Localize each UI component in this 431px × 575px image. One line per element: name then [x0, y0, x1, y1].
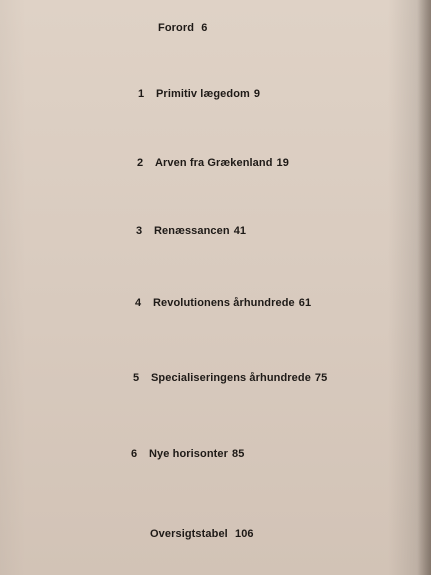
- toc-title: Oversigtstabel: [150, 528, 228, 540]
- toc-chapter-number: 6: [131, 448, 138, 460]
- toc-entry-chapter-5: [133, 371, 327, 385]
- toc-page-number: 106: [234, 528, 254, 540]
- toc-entry-chapter-4: [135, 296, 311, 310]
- toc-title: Nye horisonter: [149, 448, 229, 460]
- toc-chapter-number: 4: [135, 297, 142, 309]
- toc-chapter-number: 1: [138, 88, 145, 100]
- toc-page-number: 41: [233, 225, 247, 237]
- toc-chapter-number: 3: [136, 225, 143, 237]
- toc-page-number: 61: [298, 297, 312, 309]
- toc-entry-foreword: [158, 21, 207, 35]
- toc-page-number: 75: [314, 372, 328, 384]
- toc-entry-chapter-2: [137, 156, 289, 170]
- toc-page-number: 9: [253, 88, 261, 100]
- toc-title: Primitiv lægedom: [156, 88, 250, 100]
- toc-title: Renæssancen: [154, 225, 230, 237]
- toc-title: Specialiseringens århundrede: [151, 372, 311, 384]
- toc-title: Arven fra Grækenland: [155, 157, 273, 169]
- toc-chapter-number: 2: [137, 157, 144, 169]
- toc-entry-appendix: [150, 527, 254, 541]
- toc-title: Revolutionens århundrede: [153, 297, 295, 309]
- toc-chapter-number: 5: [133, 372, 140, 384]
- toc-page-number: 19: [276, 157, 289, 169]
- toc-page-number: 6: [201, 22, 208, 34]
- toc-entry-chapter-6: [131, 447, 244, 461]
- toc-page-number: 85: [232, 448, 245, 460]
- toc-entry-chapter-3: [136, 224, 246, 238]
- toc-entry-chapter-1: [138, 87, 260, 101]
- toc-title: Forord: [158, 22, 195, 34]
- page-edge-shadow: [417, 0, 431, 575]
